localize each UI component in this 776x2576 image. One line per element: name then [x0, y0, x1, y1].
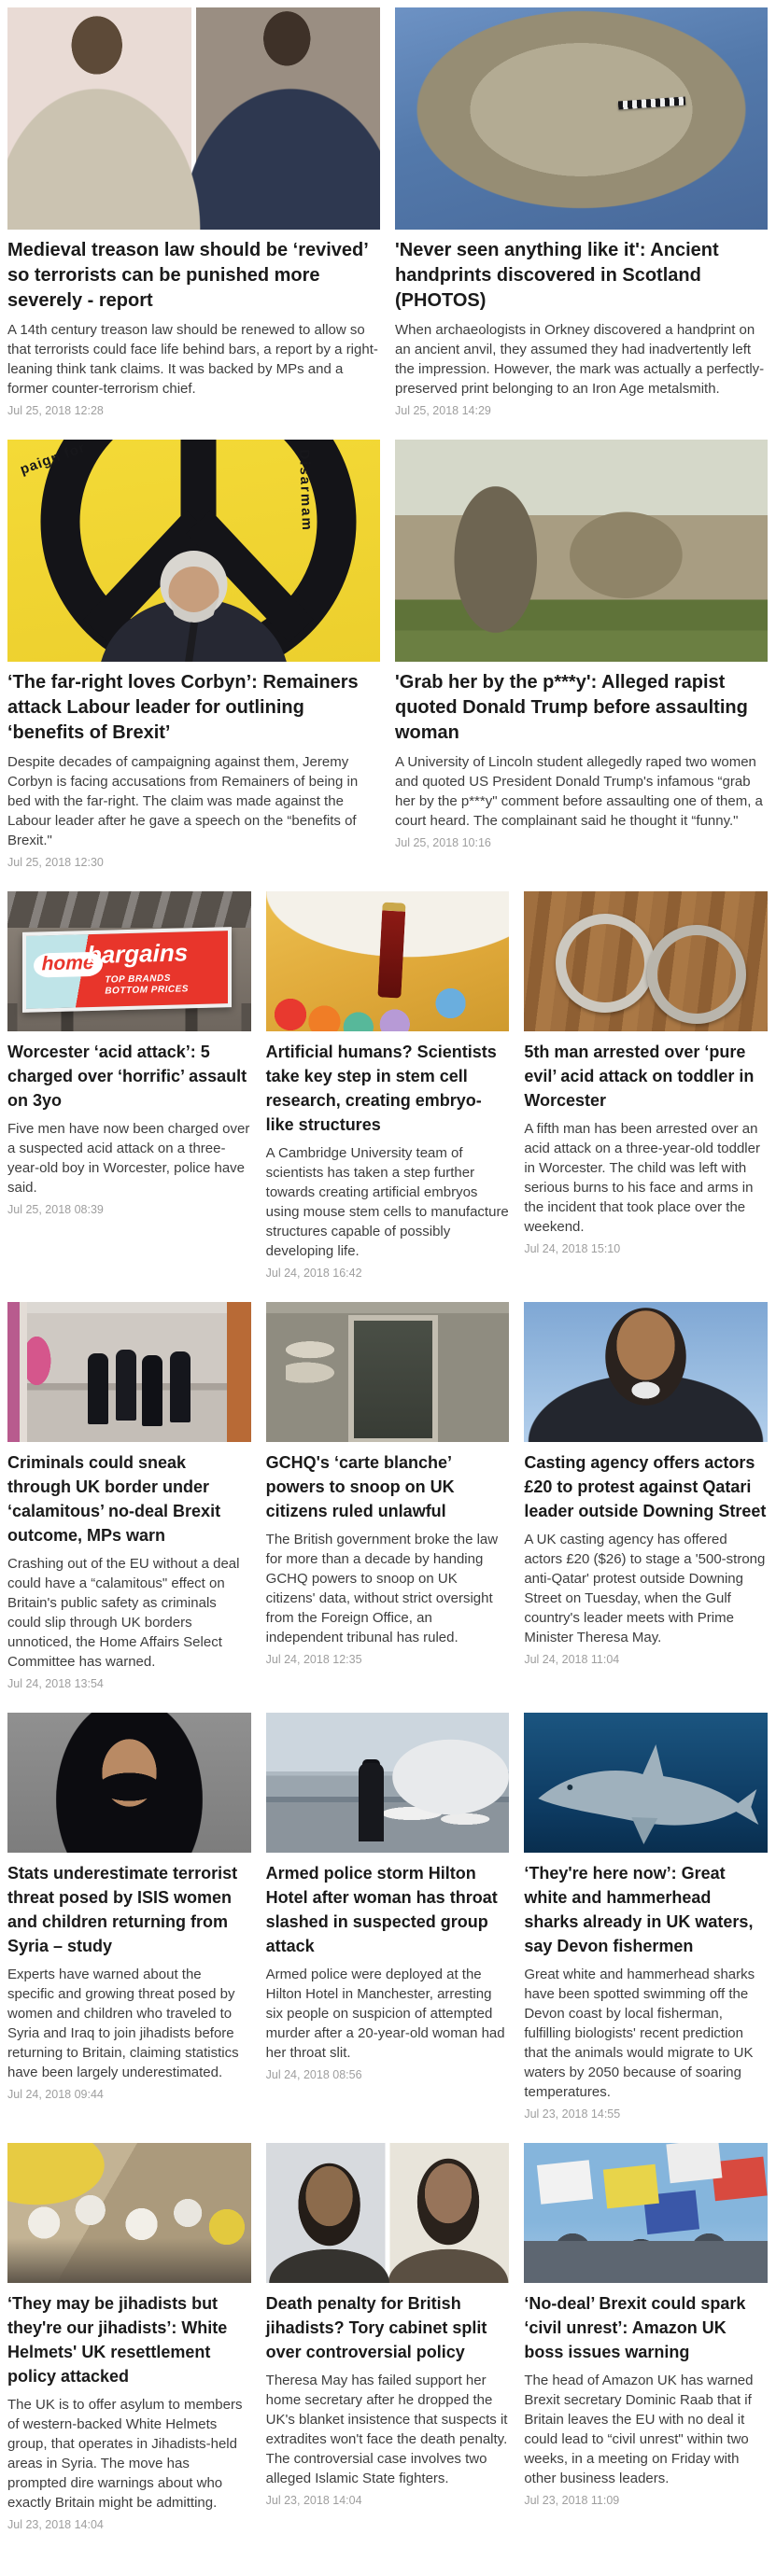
- article-timestamp: Jul 25, 2018 10:16: [395, 836, 491, 849]
- article-image-mugshots[interactable]: [7, 7, 380, 230]
- article-timestamp: Jul 24, 2018 12:35: [265, 1653, 362, 1666]
- article-headline[interactable]: Medieval treason law should be ‘revived’ so terrorists can be punished more severely - report: [7, 240, 368, 311]
- article-image-blood-vial[interactable]: [266, 891, 510, 1031]
- article-timestamp: Jul 24, 2018 16:42: [265, 1267, 362, 1280]
- news-card: [266, 1302, 510, 1690]
- store-sign-tagline: TOP BRANDS: [104, 972, 171, 985]
- article-image-castle[interactable]: [395, 440, 768, 662]
- article-summary: The British government broke the law for more than a decade by handing GCHQ powers to snoop on UK citizens' data, without strict oversight from the Foreign Office, an independent tribunal has ruled.: [265, 1532, 499, 1645]
- news-card: [266, 891, 510, 1280]
- article-timestamp: Jul 25, 2018 08:39: [7, 1203, 104, 1216]
- feed-row-5: [7, 1713, 768, 2121]
- banner-text-fragment: paign for: [18, 440, 88, 478]
- article-headline[interactable]: Armed police storm Hilton Hotel after woman has throat slashed in suspected group attack: [265, 1864, 498, 1955]
- article-timestamp: Jul 25, 2018 12:30: [7, 856, 104, 869]
- article-summary: Experts have warned about the specific and growing threat posed by women and children who traveled to Syria and Iraq to join jihadists before returning to Britain, claiming statistics have been largely underestimated.: [7, 1967, 239, 2080]
- article-image-shark[interactable]: [524, 1713, 768, 1853]
- article-timestamp: Jul 24, 2018 11:04: [524, 1653, 620, 1666]
- news-card: [266, 2143, 510, 2531]
- article-timestamp: Jul 25, 2018 14:29: [395, 404, 491, 417]
- news-card: [7, 440, 380, 869]
- article-headline[interactable]: ‘No-deal’ Brexit could spark ‘civil unrest’: Amazon UK boss issues warning: [524, 2294, 746, 2361]
- feed-row-4: [7, 1302, 768, 1690]
- article-summary: A fifth man has been arrested over an acid attack on a three-year-old toddler in Worcester. The child was left with serious burns to his face and arms in the incident that took place over the weekend.: [524, 1121, 760, 1235]
- article-headline[interactable]: ‘They may be jihadists but they're our jihadists’: White Helmets' UK resettlement policy attacked: [7, 2294, 228, 2386]
- article-headline[interactable]: Artificial humans? Scientists take key step in stem cell research, creating embryo-like structures: [265, 1043, 497, 1134]
- article-image-qatari-leader[interactable]: [524, 1302, 768, 1442]
- article-headline[interactable]: 'Grab her by the p***y': Alleged rapist quoted Donald Trump before assaulting woman: [395, 672, 748, 743]
- news-card: [7, 2143, 251, 2531]
- news-card: [266, 1713, 510, 2121]
- article-image-two-suspects[interactable]: [266, 2143, 510, 2283]
- article-headline[interactable]: Criminals could sneak through UK border under ‘calamitous’ no-deal Brexit outcome, MPs warn: [7, 1453, 221, 1545]
- article-summary: A Cambridge University team of scientists has taken a step further towards creating artificial embryos using mouse stem cells to manufacture structures capable of possibly developing life.: [265, 1145, 509, 1259]
- article-summary: Theresa May has failed support her home secretary after he dropped the UK's blanket insistence that suspects it extradites won't face the death penalty. The controversial case involves two alleged Islamic State fighters.: [265, 2373, 508, 2486]
- banner-text-fragment: Disarmam: [296, 448, 316, 532]
- article-summary: Despite decades of campaigning against them, Jeremy Corbyn is facing accusations from Remainers of being in bed with the far-right. The claim was made against the Labour leader after he gave a speech on the “benefits of Brexit.": [7, 754, 359, 848]
- store-sign-tagline: BOTTOM PRICES: [104, 983, 189, 997]
- news-card: [7, 7, 380, 417]
- article-image-cnd-banner[interactable]: [7, 440, 380, 662]
- article-timestamp: Jul 24, 2018 15:10: [524, 1242, 621, 1255]
- article-summary: Crashing out of the EU without a deal could have a “calamitous" effect on Britain's public safety as criminals could slip through UK borders unnoticed, the Home Affairs Select Committee has warned.: [7, 1556, 240, 1670]
- article-summary: A University of Lincoln student allegedly raped two women and quoted US President Donald Trump's infamous “grab her by the p***y" comment before assaulting one of them, a court heard. The complainant said he thought it “funny.": [395, 754, 763, 829]
- shark-graphic: [524, 1713, 768, 1853]
- article-image-handcuffs[interactable]: [524, 891, 768, 1031]
- article-headline[interactable]: Death penalty for British jihadists? Tory cabinet split over controversial policy: [265, 2294, 487, 2361]
- news-card: [524, 1302, 768, 1690]
- article-headline[interactable]: GCHQ's ‘carte blanche’ powers to snoop on UK citizens ruled unlawful: [265, 1453, 455, 1520]
- article-headline[interactable]: Worcester ‘acid attack’: 5 charged over ‘horrific’ assault on 3yo: [7, 1043, 247, 1110]
- article-summary: The head of Amazon UK has warned Brexit secretary Dominic Raab that if Britain leaves the EU with no deal it could lead to “civil unrest" within two weeks, in a meeting on Friday with other business leaders.: [524, 2373, 754, 2486]
- news-card: [395, 440, 768, 869]
- feed-row-2: [7, 440, 768, 869]
- article-timestamp: Jul 23, 2018 14:04: [265, 2494, 362, 2507]
- article-headline[interactable]: 5th man arrested over ‘pure evil’ acid attack on toddler in Worcester: [524, 1043, 755, 1110]
- news-card: [7, 1302, 251, 1690]
- article-timestamp: Jul 24, 2018 09:44: [7, 2088, 104, 2101]
- article-timestamp: Jul 24, 2018 08:56: [265, 2068, 362, 2081]
- article-image-protest[interactable]: [524, 2143, 768, 2283]
- feed-row-1: [7, 7, 768, 417]
- news-card: [524, 1713, 768, 2121]
- article-summary: Armed police were deployed at the Hilton Hotel in Manchester, arresting six people on suspicion of attempted murder after a 20-year-old woman had her throat slit.: [265, 1967, 505, 2061]
- article-summary: Great white and hammerhead sharks have been spotted swimming off the Devon coast by local fisherman, fulfilling biologists' recent prediction that the animals would migrate to UK waters by 2050 because of soaring temperatures.: [524, 1967, 755, 2100]
- store-sign-text: bargains: [86, 937, 188, 969]
- article-summary: The UK is to offer asylum to members of western-backed White Helmets group, that operates in Jihadists-held areas in Syria. The move has prompted dire warnings about who exactly Britain might be admitting.: [7, 2397, 243, 2511]
- article-image-home-bargains[interactable]: [7, 891, 251, 1031]
- article-headline[interactable]: Casting agency offers actors £20 to protest against Qatari leader outside Downing Street: [524, 1453, 767, 1520]
- article-summary: A 14th century treason law should be renewed to allow so that terrorists could face life behind bars, a report by a right-leaning think tank claims. It was backed by MPs and a former counter-terrorism chief.: [7, 322, 378, 397]
- article-summary: A UK casting agency has offered actors £20 ($26) to stage a '500-strong anti-Qatar' protest outside Downing Street on Tuesday, when the Gulf country's leader meets with Prime Minister Theresa May.: [524, 1532, 766, 1645]
- store-sign-graphic: [22, 927, 232, 1013]
- article-summary: When archaeologists in Orkney discovered a handprint on an ancient anvil, they assumed they had inadvertently left the impression. However, the mark was actually a perfectly-preserved print belonging to an Iron Age metalsmith.: [395, 322, 765, 397]
- scale-ruler-graphic: [618, 96, 685, 109]
- feed-row-6: [7, 2143, 768, 2531]
- store-sign-text: home: [33, 951, 102, 977]
- article-image-hilton-police[interactable]: [266, 1713, 510, 1853]
- article-headline[interactable]: ‘The far-right loves Corbyn’: Remainers attack Labour leader for outlining ‘benefits of Brexit’: [7, 672, 359, 743]
- news-card: [7, 891, 251, 1280]
- article-timestamp: Jul 24, 2018 13:54: [7, 1677, 104, 1690]
- article-headline[interactable]: ‘They're here now’: Great white and hammerhead sharks already in UK waters, say Devon fishermen: [524, 1864, 754, 1955]
- article-image-white-helmets[interactable]: [7, 2143, 251, 2283]
- article-headline[interactable]: 'Never seen anything like it': Ancient handprints discovered in Scotland (PHOTOS): [395, 240, 719, 311]
- article-timestamp: Jul 23, 2018 14:04: [7, 2518, 104, 2531]
- article-image-stone-anvil[interactable]: [395, 7, 768, 230]
- news-card: [7, 1713, 251, 2121]
- article-timestamp: Jul 23, 2018 14:55: [524, 2107, 621, 2121]
- peace-symbol-graphic: [7, 440, 380, 662]
- feed-row-3: [7, 891, 768, 1280]
- article-timestamp: Jul 25, 2018 12:28: [7, 404, 104, 417]
- article-image-niqab-woman[interactable]: [7, 1713, 251, 1853]
- article-headline[interactable]: Stats underestimate terrorist threat posed by ISIS women and children returning from Syria – study: [7, 1864, 238, 1955]
- article-timestamp: Jul 23, 2018 11:09: [524, 2494, 620, 2507]
- news-card: [524, 891, 768, 1280]
- article-summary: Five men have now been charged over a suspected acid attack on a three-year-old boy in Worcester, police have said.: [7, 1121, 250, 1196]
- article-image-mall-police[interactable]: [7, 1302, 251, 1442]
- news-card: [524, 2143, 768, 2531]
- article-image-gchq-door[interactable]: [266, 1302, 510, 1442]
- news-card: [395, 7, 768, 417]
